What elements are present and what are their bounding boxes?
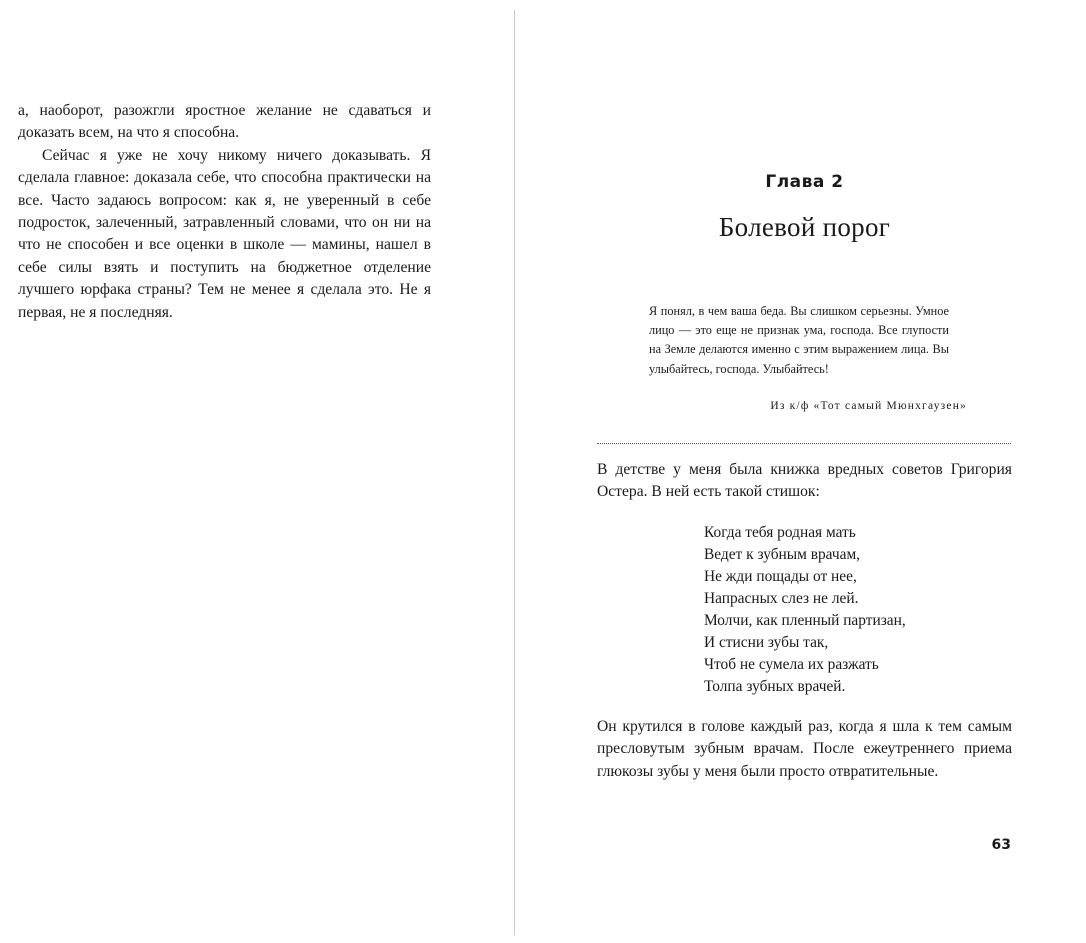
intro-paragraph: В детстве у меня была книжка вредных советов Григория Остера. В ней есть такой стишок: <box>597 461 1012 501</box>
poem-line: Когда тебя родная мать <box>704 524 856 541</box>
epigraph-source: Из к/ф «Тот самый Мюнхгаузен» <box>770 400 967 412</box>
chapter-title: Болевой порог <box>718 212 891 242</box>
left-page <box>18 100 431 324</box>
poem-line: И стисни зубы так, <box>704 634 829 651</box>
page-number: 63 <box>991 837 1011 853</box>
epigraph-text: Я понял, в чем ваша беда. Вы слишком серьезны. Умное лицо — это еще не признак ума, господа. Все глупости на Земле делаются именно с этим выражением лица. Вы улыбайтесь, господа. Улыбайтесь! <box>649 304 949 376</box>
left-paragraph-2: Сейчас я уже не хочу никому ничего доказывать. Я сделала главное: доказала себе, что способна практически на все. Часто задаюсь вопросом: как я, не уверенный в себе подросток, залеченный, затравленный словами, что он ни на что не способен и все оценки в школе — мамины, нашел в себе силы взять и поступить на бюджетное отделение лучшего юрфака страны? Тем не менее я сделала это. Не я первая, не я последняя. <box>18 146 431 321</box>
poem <box>704 522 964 698</box>
poem-line: Напрасных слез не лей. <box>704 590 859 607</box>
left-paragraph-1: а, наоборот, разожгли яростное желание не сдаваться и доказать всем, на что я способна. <box>18 102 431 142</box>
chapter-label: Глава 2 <box>765 172 844 192</box>
page-gutter <box>514 10 515 935</box>
outro-paragraph: Он крутился в голове каждый раз, когда я шла к тем самым пресловутым зубным врачам. После ежеутреннего приема глюкозы зубы у меня были просто отвратительные. <box>597 718 1012 780</box>
poem-line: Не жди пощады от нее, <box>704 568 857 585</box>
poem-line: Толпа зубных врачей. <box>704 678 846 695</box>
poem-line: Ведет к зубным врачам, <box>704 546 861 563</box>
dotted-divider <box>597 443 1011 444</box>
right-page <box>597 0 1012 943</box>
poem-line: Молчи, как пленный партизан, <box>704 612 906 629</box>
poem-line: Чтоб не сумела их разжать <box>704 656 879 673</box>
